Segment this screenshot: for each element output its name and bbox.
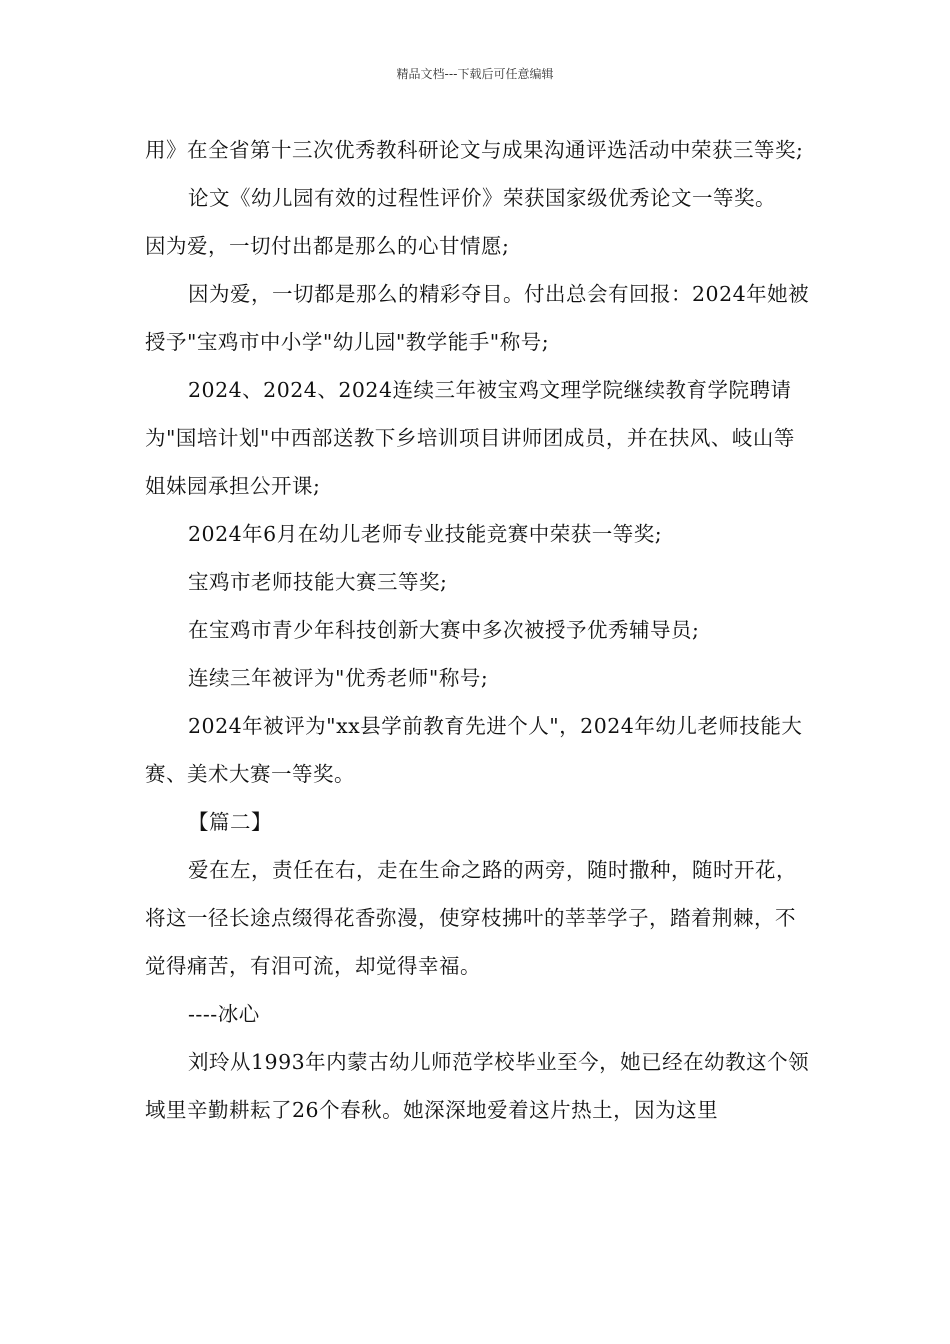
section-heading-part-two: 【篇二】 — [188, 810, 272, 834]
paragraph-thesis-award: 论文《幼儿园有效的过程性评价》荣获国家级优秀论文一等奖。 — [188, 186, 776, 210]
paragraph-excellent-teacher: 连续三年被评为"优秀老师"称号; — [188, 666, 489, 690]
paragraph-quote: 爱在左，责任在右，走在生命之路的两旁，随时撒种，随时开花，将这一径长途点缀得花香弥漫，使穿枝拂叶的莘莘学子，踏着荆棘，不觉得痛苦，有泪可流，却觉得幸福。 — [145, 858, 797, 978]
paragraph-lecturer: 2024、2024、2024连续三年被宝鸡文理学院继续教育学院聘请为"国培计划"中西部送教下乡培训项目讲师团成员，并在扶风、岐山等姐妹园承担公开课; — [145, 378, 795, 498]
paragraph-advanced-individual: 2024年被评为"xx县学前教育先进个人"，2024年幼儿老师技能大赛、美术大赛一等奖。 — [145, 714, 803, 786]
quote-attribution: ----冰心 — [188, 1002, 260, 1026]
paragraph-award-provincial: 用》在全省第十三次优秀教科研论文与成果沟通评选活动中荣获三等奖; — [145, 138, 804, 162]
paragraph-because-of-love-1: 因为爱，一切付出都是那么的心甘情愿; — [145, 234, 510, 258]
document-body — [145, 126, 815, 1134]
paragraph-biography: 刘玲从1993年内蒙古幼儿师范学校毕业至今，她已经在幼教这个领域里辛勤耕耘了26个春秋。她深深地爱着这片热土，因为这里 — [145, 1050, 810, 1122]
paragraph-skills-contest: 2024年6月在幼儿老师专业技能竞赛中荣获一等奖; — [188, 522, 663, 546]
paragraph-city-contest: 宝鸡市老师技能大赛三等奖; — [188, 570, 448, 594]
paragraph-tech-innovation: 在宝鸡市青少年科技创新大赛中多次被授予优秀辅导员; — [188, 618, 700, 642]
paragraph-because-of-love-2: 因为爱，一切都是那么的精彩夺目。付出总会有回报：2024年她被授予"宝鸡市中小学"幼儿园"教学能手"称号; — [145, 282, 810, 354]
page-header: 精品文档---下载后可任意编辑 — [396, 67, 554, 81]
